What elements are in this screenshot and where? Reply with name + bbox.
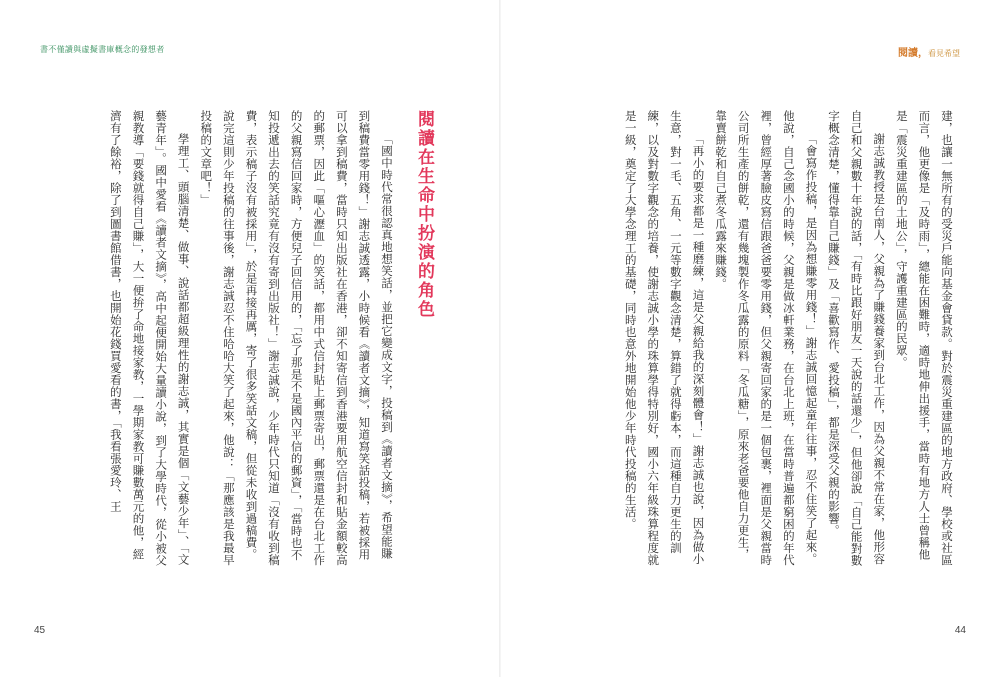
section-title: 閱讀在生命中扮演的角色	[414, 110, 434, 319]
running-header-sub: 看見希望	[928, 49, 960, 58]
paragraph: 學理工、頭腦清楚、做事、說話都超級理性的謝志誠，其實是個「文藝少年」、「文藝青年」。國中愛看《讀者文摘》，高中起便開始大量讀小說，到了大學時代，從小被父親教導「要錢就得自己賺」，大一便拚了命地接家教，一學期家教可賺數萬元的他，經濟有了餘裕，除了到圖書館借書，也開始花錢買愛看的書，「我看張愛玲、王	[108, 110, 191, 567]
running-header-main: 閱讀，	[898, 48, 928, 59]
right-page-text	[528, 110, 958, 570]
running-header-right	[898, 44, 960, 59]
paragraph: 謝志誠教授是台南人，父親為了賺錢養家到台北工作，因為父親不常在家，他形容自己和父親數十年說的話，「有時比跟好朋友一天說的話還少」，但他卻說「自己能對數字概念清楚，懂得靠自己賺錢」及「喜歡寫作、愛投稿」，都是深受父親的影響。	[827, 110, 887, 567]
page-number-right: 44	[954, 625, 966, 636]
paragraph: 「會寫作投稿，是因為想賺零用錢！」謝志誠回憶起童年往事，忍不住笑了起來。他說，自己念國小的時候，父親是做冰軒業務，在台北上班，在當時普遍都窮困的年代裡，曾經厚著臉皮寫信跟爸爸要零用錢，但父親寄回家的是一個包裹，裡面是父親當時公司所生產的餅乾，還有幾塊製作冬瓜露的原料「冬瓜糖」，原來老爸要他自力更生，靠賣餅乾和自己煮冬瓜露來賺錢。	[714, 110, 819, 566]
left-page-text	[40, 110, 450, 570]
page-number-left: 45	[34, 625, 46, 636]
running-header-left: 書不僅讀與虛擬書庫概念的發想者	[40, 45, 165, 54]
paragraph: 建，也讓一無所有的受災戶能向基金會貸款。對於震災重建區的地方政府、學校或社區而言，他更像是「及時雨」，總能在困難時，適時地伸出援手，當時有地方人士曾稱他是「震災重建區的土地公」，守護重建區的民眾。	[894, 110, 954, 566]
paragraph: 「國中時代常很認真地想笑話，並把它變成文字，投稿到《讀者文摘》，希望能賺到稿費當零用錢！」謝志誠透露，小時候看《讀者文摘》，知道寫笑話投稿，若被採用可以拿到稿費，當時只知出版社在香港，卻不知寄信到香港要用航空信封和貼金額較高的郵票，因此「嘔心瀝血」的笑話，都用中式信封貼上郵票寄出，郵票還是在台北工作的父親寫信回家時，方便兒子回信用的，「忘了那是不是國內平信的郵資」，「當時也不知投遞出去的笑話究竟有沒有寄到出版社！」謝志誠說，少年時代只知道「沒有收到稿費，表示稿子沒有被採用」，於是再接再厲，寄了很多笑話文稿，但從未收到過稿費。說完這則少年投稿的往事後，謝志誠忍不住哈哈大笑了起來，他說：「那應該是我最早投稿的文章吧！」	[199, 110, 394, 566]
page-gutter	[499, 0, 501, 677]
paragraph: 「再小的要求都是一種磨練，這是父親給我的深刻體會！」謝志誠也說，因為做小生意，對一毛、五角、一元等數字觀念清楚，算錯了就得虧本，而這種自力更生的訓練，以及對數字觀念的培養，使謝志誠小學的珠算學得特別好，國小六年級珠算程度就是一級，奠定了大學念理工的基礎，同時也意外地開始他少年時代投稿的生活。	[623, 110, 706, 566]
